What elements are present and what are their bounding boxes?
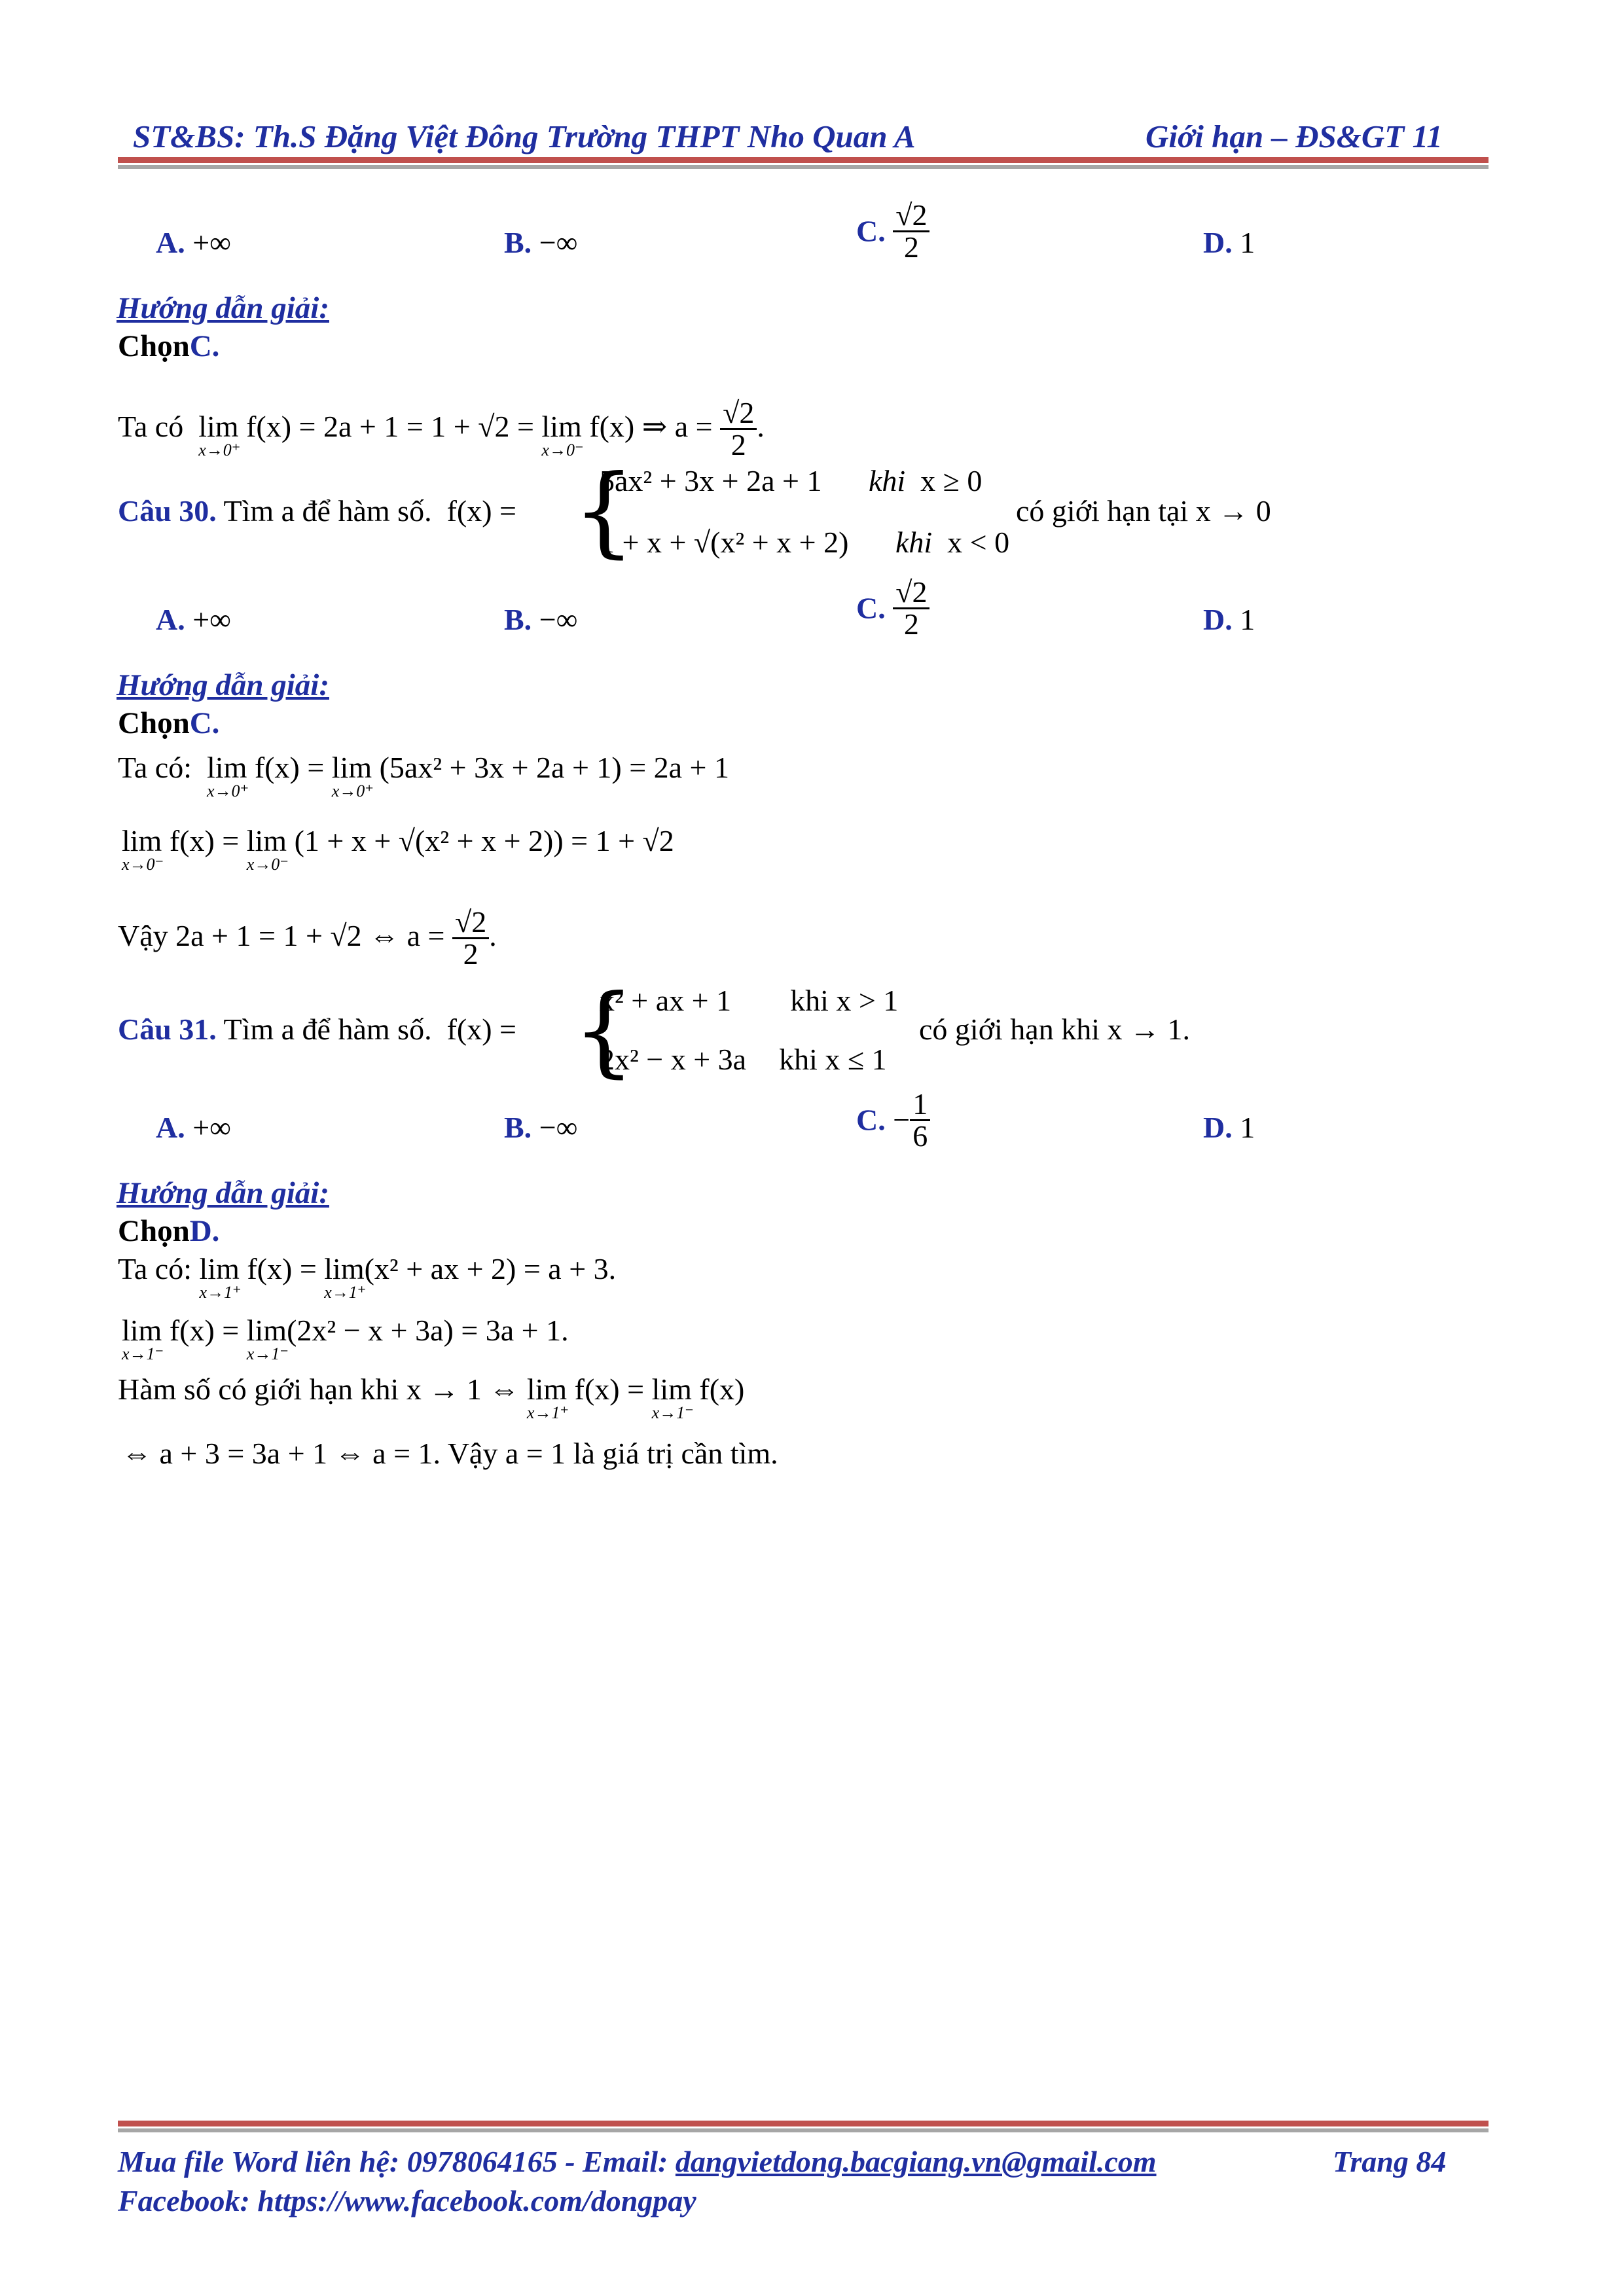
q31-solution-line4: ⇔ a + 3 = 3a + 1 ⇔ a = 1. Vậy a = 1 là giá trị cần tìm. — [122, 1437, 778, 1470]
q30-choose: ChọnC. — [118, 706, 220, 740]
q31-solution-line2: lim x→1⁻ f(x) = lim x→1⁻ (2x² − x + 3a) = 3a + 1. — [122, 1314, 569, 1363]
header-right: Giới hạn – ĐS&GT 11 — [1146, 118, 1443, 154]
q31-tail: có giới hạn khi x → 1. — [919, 1013, 1190, 1046]
q31-option-d: D. 1 — [1203, 1111, 1255, 1144]
q30-option-d: D. 1 — [1203, 603, 1255, 636]
q30-guide-heading: Hướng dẫn giải: — [117, 668, 329, 702]
q30-case1: 5ax² + 3x + 2a + 1 khi x ≥ 0 — [600, 464, 983, 497]
q29-option-d: D. 1 — [1203, 226, 1255, 259]
q29-option-a: A. +∞ — [156, 226, 231, 259]
q31-guide-heading: Hướng dẫn giải: — [117, 1176, 329, 1210]
header-rule-red — [118, 157, 1489, 163]
q31-choose: ChọnD. — [118, 1214, 220, 1248]
header-left: ST&BS: Th.S Đặng Việt Đông Trường THPT Nho Quan A — [133, 118, 916, 154]
q31-option-a: A. +∞ — [156, 1111, 231, 1144]
q31-question: Câu 31. Tìm a để hàm số. f(x) = — [118, 1013, 516, 1046]
footer-email-link[interactable]: dangvietdong.bacgiang.vn@gmail.com — [675, 2145, 1157, 2178]
q30-solution-line3: Vậy 2a + 1 = 1 + √2 ⇔ a = $\frac{√2}{2}$ . — [118, 905, 497, 971]
q31-case2: 2x² − x + 3a khi x ≤ 1 — [600, 1043, 887, 1076]
footer-page-number: Trang 84 — [1333, 2145, 1447, 2178]
footer-facebook[interactable]: Facebook: https://www.facebook.com/dongpay — [118, 2184, 696, 2217]
q29-choose: ChọnC. — [118, 329, 220, 363]
q30-case2: 1 + x + √(x² + x + 2) khi x < 0 — [600, 526, 1010, 559]
q29-option-b: B. −∞ — [504, 226, 578, 259]
q30-question: Câu 30. Tìm a để hàm số. f(x) = — [118, 494, 516, 528]
q30-option-b: B. −∞ — [504, 603, 578, 636]
header-rule-gray — [118, 165, 1489, 169]
q31-option-c: C. − $\frac{1}{6}$ — [856, 1089, 930, 1151]
q31-solution-line1: Ta có: lim x→1⁺ f(x) = lim x→1⁺ (x² + ax + 2) = a + 3. — [118, 1252, 617, 1302]
q30-solution-line2: lim x→0⁻ f(x) = lim x→0⁻ (1 + x + √(x² + x + 2)) = 1 + √2 — [122, 824, 674, 874]
q30-option-a: A. +∞ — [156, 603, 231, 636]
q30-tail: có giới hạn tại x → 0 — [1016, 494, 1271, 528]
q30-option-c: C. $\frac{√2}{2}$ — [856, 577, 929, 639]
q29-option-c: C. $\frac{√2}{2}$ — [856, 200, 929, 262]
footer-rule-gray — [118, 2128, 1489, 2132]
footer-rule-red — [118, 2121, 1489, 2126]
q30-solution-line1: Ta có: lim x→0⁺ f(x) = lim x→0⁺ (5ax² + 3x + 2a + 1) = 2a + 1 — [118, 751, 729, 800]
q31-case1: x² + ax + 1 khi x > 1 — [600, 984, 899, 1017]
footer-line1: Mua file Word liên hệ: 0978064165 - Email: dangvietdong.bacgiang.vn@gmail.com — [118, 2145, 1157, 2178]
q31-option-b: B. −∞ — [504, 1111, 578, 1144]
q29-solution-line1: Ta có lim x→0⁺ f(x) = 2a + 1 = 1 + √2 = lim x→0⁻ f(x) ⇒ a = $\frac{√2}{2}$ . — [118, 396, 765, 461]
q31-solution-line3: Hàm số có giới hạn khi x → 1 ⇔ lim x→1⁺ f(x) = lim x→1⁻ f(x) — [118, 1372, 745, 1422]
q30-brace: { — [573, 454, 636, 568]
q31-brace: { — [573, 974, 636, 1088]
q29-guide-heading: Hướng dẫn giải: — [117, 291, 329, 325]
